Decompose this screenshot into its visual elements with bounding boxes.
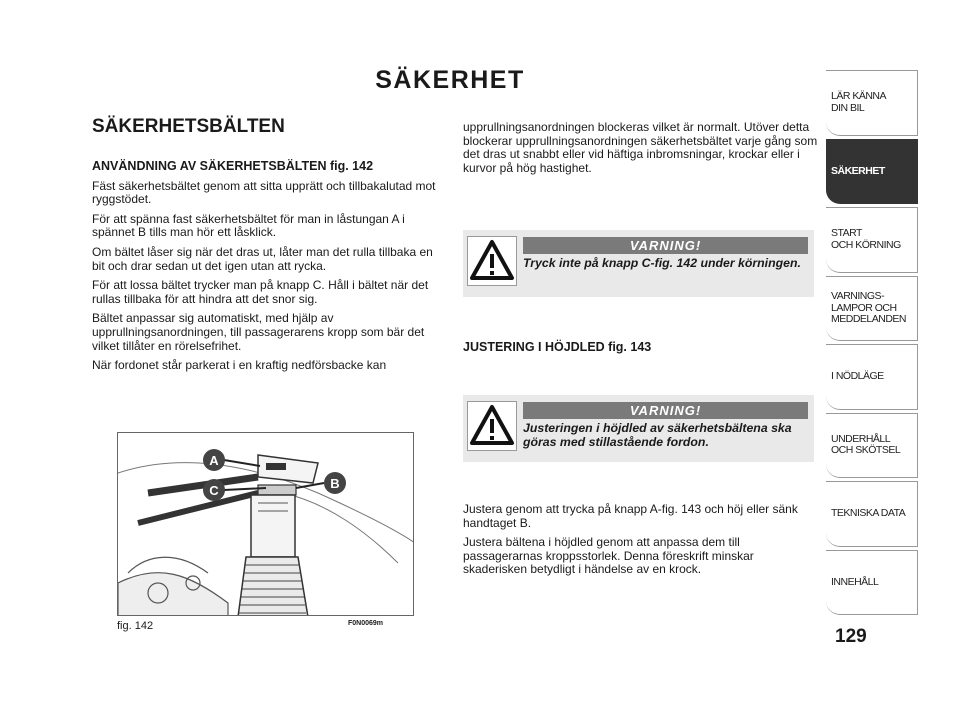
warning-label: VARNING! [523,237,808,254]
label-c: C [209,483,219,498]
paragraph: För att spänna fast säkerhetsbältet för man in låstungan A i spännet B tills man hör ett låsklick. [92,211,405,240]
continued-text: upprullningsanordningen blockeras vilket är normalt. Utöver detta blockerar upprullningsanordningen säkerhetsbältet varje gång som det dras ut snabbt eller vid häftiga inbromsningar, krockar eller i kurvor på hög hastighet. [463,120,818,175]
usage-subheading: ANVÄNDNING AV SÄKERHETSBÄLTEN fig. 142 [92,159,374,173]
tab-varningslampor[interactable]: VARNINGS- LAMPOR OCH MEDDELANDEN [826,276,918,342]
paragraph: Bältet anpassar sig automatiskt, med hjälp av upprullningsanordningen, till passagerarens kropp som bär det vilket tillåter en rörelsefrihet. [92,311,425,353]
height-adjust-subheading: JUSTERING I HÖJDLED fig. 143 [463,340,652,354]
page-number: 129 [835,626,867,647]
tab-tekniska-data[interactable]: TEKNISKA DATA [826,481,918,547]
warning-label: VARNING! [523,402,808,419]
warning-triangle-icon [467,236,517,286]
tab-start-och-korning[interactable]: START OCH KÖRNING [826,207,918,273]
paragraph: När fordonet står parkerat i en kraftig nedförsbacke kan [92,358,387,373]
right-lower-text [463,503,813,583]
label-a: A [209,453,219,468]
page-heading: SÄKERHET [375,66,525,94]
paragraph: Justera bältena i höjdled genom att anpassa dem till passagerarnas kroppsstorlek. Denna föreskrift minskar skaderisken betydligt i händelse av en krock. [463,535,754,577]
tab-innehall[interactable]: INNEHÅLL [826,550,918,616]
chapter-tabs [826,70,918,618]
paragraph: Om bältet låser sig när det dras ut, låter man det rulla tillbaka en bit och drar sedan ut det igen utan att rycka. [92,244,433,273]
paragraph: För att lossa bältet trycker man på knapp C. Håll i bältet när det rullas tillbaka för att hindra att det snor sig. [92,278,429,306]
warning-box-1 [463,230,814,297]
paragraph: Fäst säkerhetsbältet genom att sitta upprätt och tillbakalutad mot ryggstödet. [92,178,436,207]
tab-i-nodlage[interactable]: I NÖDLÄGE [826,344,918,410]
left-column [92,160,444,379]
label-b: B [330,476,340,491]
figure-seatbelt-illustration [117,432,414,616]
warning-box-2 [463,395,814,462]
tab-lar-kanna-din-bil[interactable]: LÄR KÄNNA DIN BIL [826,70,918,136]
section-title: SÄKERHETSBÄLTEN [92,116,285,137]
tab-underhall[interactable]: UNDERHÅLL OCH SKÖTSEL [826,413,918,479]
tab-sakerhet[interactable]: SÄKERHET [826,139,918,205]
warning-triangle-icon [467,401,517,451]
paragraph: Justera genom att trycka på knapp A-fig. 143 och höj eller sänk handtaget B. [463,502,798,530]
figure-code: F0N0069m [348,620,384,627]
figure-caption: fig. 142 [117,620,154,632]
warning-text: Justeringen i höjdled av säkerhetsbältena ska göras med stillastående fordon. [523,421,792,449]
warning-text: Tryck inte på knapp C-fig. 142 under körningen. [523,256,801,270]
